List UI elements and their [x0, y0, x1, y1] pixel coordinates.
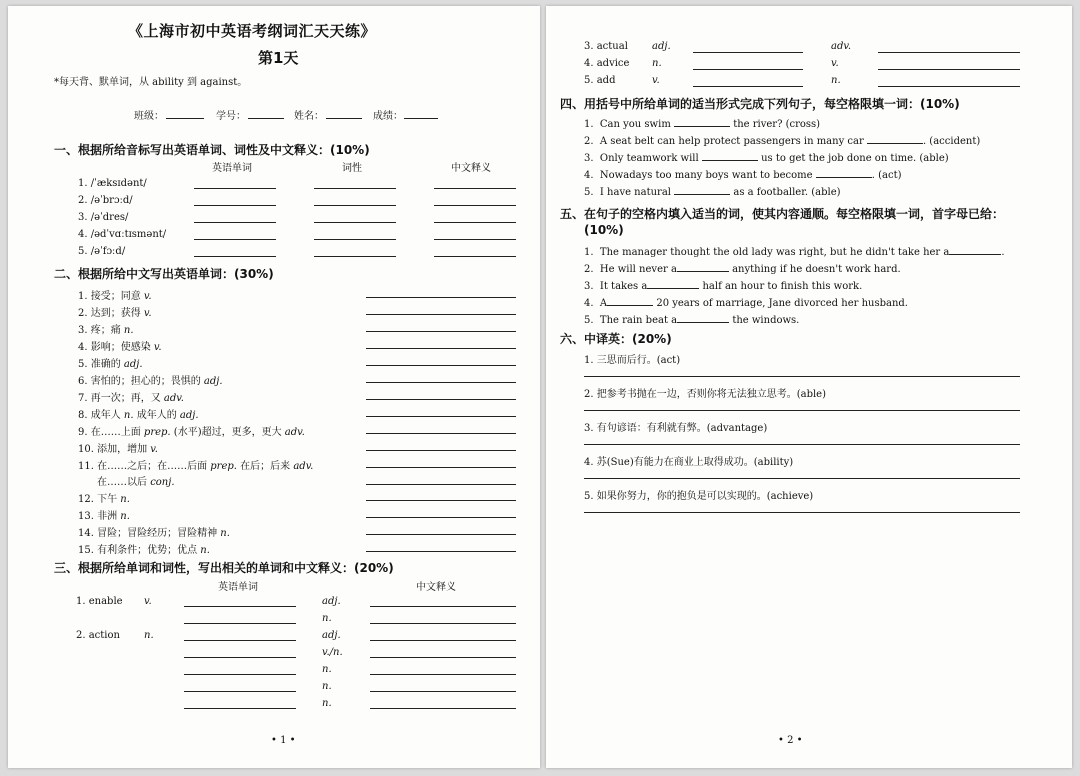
s3-pos: v.	[652, 75, 660, 86]
s2-answer-line[interactable]	[366, 534, 516, 535]
page-number-2: • 2 •	[778, 735, 803, 746]
s3-meaning-line[interactable]	[370, 623, 516, 624]
s1-answer-line[interactable]	[194, 188, 276, 189]
col-part-of-speech: 词性	[342, 163, 362, 174]
s3-answer-line[interactable]	[878, 69, 1020, 70]
s5-item: 4. A 20 years of marriage, Jane divorced her husband.	[584, 295, 908, 309]
s3-answer-line[interactable]	[878, 86, 1020, 87]
score-field[interactable]	[404, 118, 438, 119]
s5-blank[interactable]	[677, 312, 729, 323]
s3-answer-line[interactable]	[184, 657, 296, 658]
s1-answer-line[interactable]	[314, 188, 396, 189]
s6-item: 1. 三思而后行。(act)	[584, 355, 681, 366]
section-5-heading: 五、在句子的空格内填入适当的词，使其内容通顺。每空格限填一词，首字母已给：	[560, 207, 1005, 221]
s2-answer-line[interactable]	[366, 416, 516, 417]
s3-pos: adv.	[831, 41, 852, 52]
s2-item: 15. 有利条件；优势；优点 n.	[78, 545, 210, 556]
s5-item: 1. The manager thought the old lady was right, but he didn't take her a .	[584, 244, 1005, 258]
s3-pos: v.	[831, 58, 839, 69]
class-label: 班级：	[134, 111, 164, 122]
s2-item: 6. 害怕的；担心的；畏惧的 adj.	[78, 376, 223, 387]
s4-item: 3. Only teamwork will us to get the job done on time. (able)	[584, 150, 949, 164]
s3-pos-label: n.	[322, 681, 332, 692]
s6-item: 3. 有句谚语：有利就有弊。(advantage)	[584, 423, 768, 434]
s2-answer-line[interactable]	[366, 297, 516, 298]
s3-pos-enable: v.	[144, 596, 152, 607]
s6-answer-line[interactable]	[584, 410, 1020, 411]
s6-answer-line[interactable]	[584, 478, 1020, 479]
page-number-1: • 1 •	[271, 735, 296, 746]
s1-answer-line[interactable]	[434, 188, 516, 189]
s5-blank[interactable]	[647, 278, 699, 289]
s2-answer-line[interactable]	[366, 433, 516, 434]
s4-item: 5. I have natural as a footballer. (able)	[584, 184, 841, 198]
col-chinese-meaning: 中文释义	[451, 163, 491, 174]
s5-blank[interactable]	[949, 244, 1001, 255]
s6-answer-line[interactable]	[584, 376, 1020, 377]
s3-meaning-line[interactable]	[370, 606, 516, 607]
s1-answer-line[interactable]	[194, 256, 276, 257]
s2-item: 1. 接受；同意 v.	[78, 291, 152, 302]
s1-answer-line[interactable]	[314, 205, 396, 206]
s3-word-enable: 1. enable	[76, 596, 123, 607]
s3-word-add: 5. add	[584, 75, 616, 86]
s2-answer-line[interactable]	[366, 331, 516, 332]
s3-pos-label: adj.	[322, 596, 341, 607]
name-field[interactable]	[326, 118, 362, 119]
class-field[interactable]	[166, 118, 204, 119]
s2-item: 4. 影响；使感染 v.	[78, 342, 162, 353]
s5-blank[interactable]	[607, 295, 653, 306]
s4-item: 2. A seat belt can help protect passengers in many car . (accident)	[584, 133, 980, 147]
s1-item-4: 4. /ədˈvɑːtɪsmənt/	[78, 229, 167, 240]
s3-pos: adj.	[652, 41, 671, 52]
s1-item-1: 1. /ˈæksɪdənt/	[78, 178, 147, 189]
s2-answer-line[interactable]	[366, 314, 516, 315]
s1-item-5: 5. /əˈfɔːd/	[78, 246, 126, 257]
s4-blank[interactable]	[867, 133, 923, 144]
s6-item: 4. 苏(Sue)有能力在商业上取得成功。(ability)	[584, 457, 794, 468]
s3-answer-line[interactable]	[184, 606, 296, 607]
s3-meaning-line[interactable]	[370, 674, 516, 675]
s1-answer-line[interactable]	[314, 239, 396, 240]
s1-answer-line[interactable]	[314, 256, 396, 257]
s2-answer-line[interactable]	[366, 399, 516, 400]
s2-answer-line[interactable]	[366, 467, 516, 468]
s6-answer-line[interactable]	[584, 444, 1020, 445]
s3-word-action: 2. action	[76, 630, 120, 641]
s3-pos-label: v./n.	[322, 647, 343, 658]
s5-item: 5. The rain beat a the windows.	[584, 312, 799, 326]
s1-answer-line[interactable]	[434, 205, 516, 206]
s4-item: 4. Nowadays too many boys want to become . (act)	[584, 167, 902, 181]
s6-item: 2. 把参考书抛在一边，否则你将无法独立思考。(able)	[584, 389, 827, 400]
s3-pos-label: n.	[322, 698, 332, 709]
worksheet-title: 《上海市初中英语考纲词汇天天练》	[128, 22, 377, 40]
s2-item: 10. 添加，增加 v.	[78, 444, 158, 455]
s2-item: 5. 准确的 adj.	[78, 359, 143, 370]
student-no-field[interactable]	[248, 118, 284, 119]
s2-item: 3. 疼；痛 n.	[78, 325, 134, 336]
s5-blank[interactable]	[677, 261, 729, 272]
s2-answer-line[interactable]	[366, 382, 516, 383]
s1-answer-line[interactable]	[434, 239, 516, 240]
s3-meaning-line[interactable]	[370, 708, 516, 709]
s4-blank[interactable]	[674, 184, 730, 195]
s3-answer-line[interactable]	[184, 640, 296, 641]
section-4-heading: 四、用括号中所给单词的适当形式完成下列句子，每空格限填一词：(10%)	[560, 97, 960, 111]
s4-blank[interactable]	[816, 167, 872, 178]
s2-answer-line[interactable]	[366, 500, 516, 501]
s2-item: 2. 达到；获得 v.	[78, 308, 152, 319]
name-label: 姓名：	[294, 111, 324, 122]
s4-item: 1. Can you swim the river? (cross)	[584, 116, 820, 130]
s2-item: 7. 再一次；再，又 adv.	[78, 393, 184, 404]
s2-answer-line[interactable]	[366, 484, 516, 485]
score-label: 成绩：	[373, 111, 403, 122]
s2-item: 9. 在……上面 prep. (水平)超过，更多，更大 adv.	[78, 427, 305, 438]
s2-answer-line[interactable]	[366, 517, 516, 518]
s3-word-actual: 3. actual	[584, 41, 628, 52]
col-english-word: 英语单词	[212, 163, 252, 174]
s5-item: 3. It takes a half an hour to finish this work.	[584, 278, 862, 292]
s3-answer-line[interactable]	[878, 52, 1020, 53]
s5-item: 2. He will never a anything if he doesn't work hard.	[584, 261, 901, 275]
s3-word-advice: 4. advice	[584, 58, 630, 69]
s3-answer-line[interactable]	[693, 69, 803, 70]
section-3-heading: 三、根据所给单词和词性，写出相关的单词和中文释义：(20%)	[54, 561, 394, 575]
page-2	[546, 6, 1072, 768]
s1-answer-line[interactable]	[314, 222, 396, 223]
s2-item: 11. 在……之后；在……后面 prep. 在后；后来 adv.	[78, 461, 314, 472]
s3-pos: n.	[652, 58, 662, 69]
s6-item: 5. 如果你努力，你的抱负是可以实现的。(achieve)	[584, 491, 814, 502]
s1-answer-line[interactable]	[194, 222, 276, 223]
s3-meaning-line[interactable]	[370, 657, 516, 658]
s3-pos: n.	[831, 75, 841, 86]
section-5-percent: (10%)	[584, 223, 624, 237]
s1-answer-line[interactable]	[434, 256, 516, 257]
section-2-heading: 二、根据所给中文写出英语单词：(30%)	[54, 267, 274, 281]
s6-answer-line[interactable]	[584, 512, 1020, 513]
s3-answer-line[interactable]	[693, 52, 803, 53]
s3-col-english-word: 英语单词	[218, 582, 258, 593]
s3-answer-line[interactable]	[184, 691, 296, 692]
page-1	[8, 6, 540, 768]
s3-col-chinese-meaning: 中文释义	[416, 582, 456, 593]
s3-answer-line[interactable]	[184, 674, 296, 675]
s2-item: 12. 下午 n.	[78, 494, 130, 505]
s2-answer-line[interactable]	[366, 450, 516, 451]
s2-item: 8. 成年人 n. 成年人的 adj.	[78, 410, 199, 421]
s3-answer-line[interactable]	[184, 708, 296, 709]
s4-blank[interactable]	[702, 150, 758, 161]
s2-answer-line[interactable]	[366, 551, 516, 552]
s4-blank[interactable]	[674, 116, 730, 127]
section-6-heading: 六、中译英：(20%)	[560, 332, 672, 346]
s2-item-11-extra: 在……以后 conj.	[97, 477, 175, 488]
s3-pos-label: n.	[322, 613, 332, 624]
s2-answer-line[interactable]	[366, 348, 516, 349]
s1-answer-line[interactable]	[194, 239, 276, 240]
s1-answer-line[interactable]	[434, 222, 516, 223]
s3-pos-action: n.	[144, 630, 154, 641]
s3-pos-label: n.	[322, 664, 332, 675]
s3-answer-line[interactable]	[184, 623, 296, 624]
s1-answer-line[interactable]	[194, 205, 276, 206]
student-no-label: 学号：	[216, 111, 246, 122]
s3-answer-line[interactable]	[693, 86, 803, 87]
s3-meaning-line[interactable]	[370, 640, 516, 641]
instruction-note: *每天背、默单词，从 ability 到 against。	[54, 77, 248, 88]
s2-answer-line[interactable]	[366, 365, 516, 366]
s1-item-3: 3. /əˈdres/	[78, 212, 129, 223]
s1-item-2: 2. /əˈbrɔːd/	[78, 195, 133, 206]
day-label: 第1天	[258, 49, 299, 67]
s2-item: 13. 非洲 n.	[78, 511, 130, 522]
s3-meaning-line[interactable]	[370, 691, 516, 692]
s3-pos-label: adj.	[322, 630, 341, 641]
s2-item: 14. 冒险；冒险经历；冒险精神 n.	[78, 528, 230, 539]
section-1-heading: 一、根据所给音标写出英语单词、词性及中文释义：(10%)	[54, 143, 370, 157]
